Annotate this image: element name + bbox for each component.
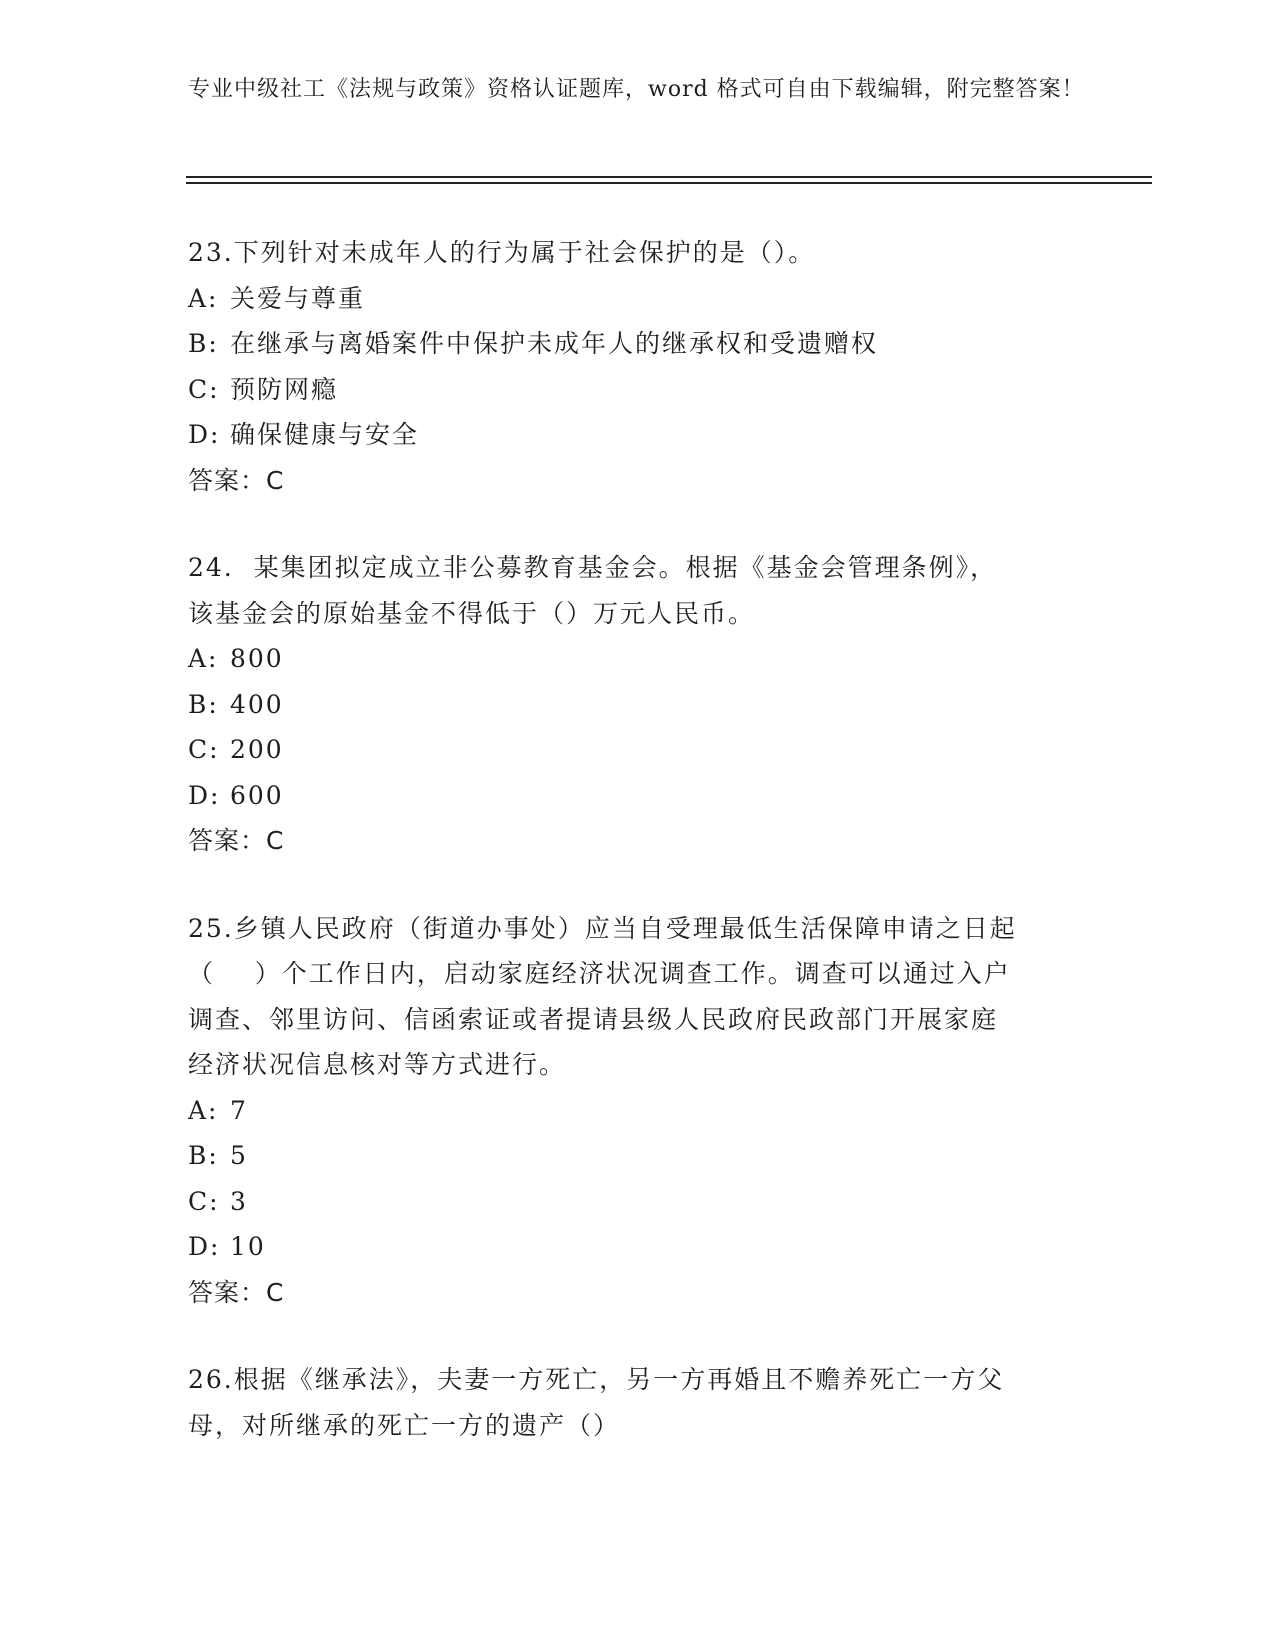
option-key: A: <box>188 644 219 673</box>
option-key: C: <box>188 735 220 764</box>
option-b <box>188 321 1088 367</box>
option-a <box>188 636 1088 682</box>
option-key: B: <box>188 689 219 719</box>
question-text: 24. 某集团拟定成立非公募教育基金会。根据《基金会管理条例》， <box>188 553 998 582</box>
question-text: 经济状况信息核对等方式进行。 <box>188 1050 567 1079</box>
option-text: 关爱与尊重 <box>230 283 366 313</box>
question-text: 该基金会的原始基金不得低于（）万元人民币。 <box>188 598 756 628</box>
option-text: 10 <box>230 1232 266 1261</box>
option-text: 800 <box>230 644 284 673</box>
option-a <box>188 276 1088 322</box>
option-text: 预防网瘾 <box>230 374 339 404</box>
option-c <box>188 367 1088 413</box>
option-text: 600 <box>230 780 284 810</box>
option-text: 400 <box>230 689 284 719</box>
question-text: 调查、邻里访问、信函索证或者提请县级人民政府民政部门开展家庭 <box>188 1004 999 1034</box>
question-text: 23.下列针对未成年人的行为属于社会保护的是（）。 <box>188 238 816 267</box>
question-text: （ ）个工作日内，启动家庭经济状况调查工作。调查可以通过入户 <box>188 959 1011 988</box>
option-key: C: <box>188 374 220 404</box>
option-text: 3 <box>230 1186 248 1216</box>
question-text: 母，对所继承的死亡一方的遗产（） <box>188 1410 621 1440</box>
header-rule-top <box>186 176 1152 178</box>
option-key: D: <box>188 1232 221 1261</box>
option-key: D: <box>188 780 221 810</box>
header-rule-bottom <box>186 182 1152 184</box>
answer-label: 答案：C <box>188 465 285 495</box>
option-text: 5 <box>230 1141 248 1170</box>
question-text: 25.乡镇人民政府（街道办事处）应当自受理最低生活保障申请之日起 <box>188 913 1017 943</box>
option-d <box>188 412 1088 458</box>
option-text: 200 <box>230 735 284 764</box>
option-key: C: <box>188 1186 220 1216</box>
option-key: D: <box>188 420 221 449</box>
question-25 <box>188 906 1088 1316</box>
option-key: B: <box>188 329 219 358</box>
option-key: B: <box>188 1141 219 1170</box>
option-a <box>188 1088 1088 1134</box>
option-d <box>188 1224 1088 1270</box>
option-text: 7 <box>230 1095 248 1125</box>
option-key: A: <box>188 283 219 313</box>
option-text: 在继承与离婚案件中保护未成年人的继承权和受遗赠权 <box>230 329 879 358</box>
question-list <box>188 230 1088 1490</box>
option-b <box>188 682 1088 728</box>
question-text: 26.根据《继承法》，夫妻一方死亡，另一方再婚且不赡养死亡一方父 <box>188 1365 1005 1394</box>
option-text: 确保健康与安全 <box>230 420 420 449</box>
answer-label: 答案：C <box>188 1277 285 1307</box>
question-23 <box>188 230 1088 503</box>
question-26 <box>188 1357 1088 1448</box>
option-c <box>188 1179 1088 1225</box>
document-header: 专业中级社工《法规与政策》资格认证题库，word 格式可自由下载编辑，附完整答案！ <box>188 77 1085 102</box>
question-24 <box>188 545 1088 864</box>
option-key: A: <box>188 1095 219 1125</box>
answer-label: 答案：C <box>188 826 285 855</box>
option-c <box>188 727 1088 773</box>
option-b <box>188 1133 1088 1179</box>
option-d <box>188 773 1088 819</box>
